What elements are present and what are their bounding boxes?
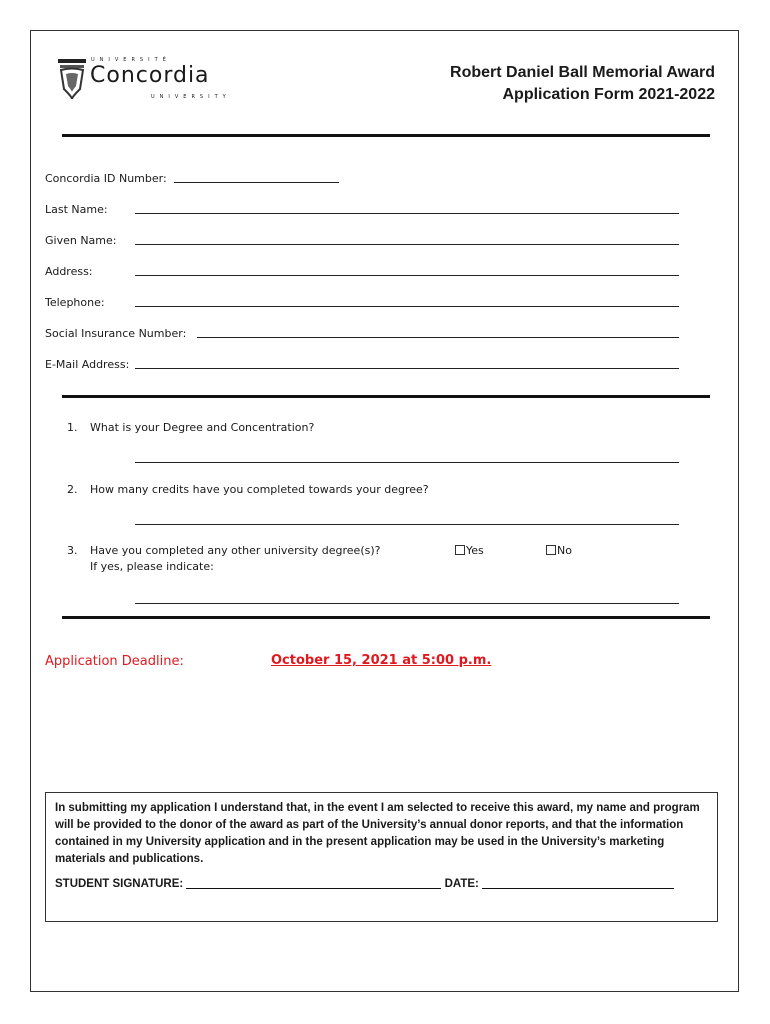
yes-label: Yes — [466, 544, 484, 557]
question-1-number: 1. — [67, 421, 78, 434]
consent-text: In submitting my application I understand that, in the event I am selected to receive this award, my name and program will be provided to the donor of the award as part of the University’s annual donor reports, and that the information contained in my University application and in the present application may be used in the University’s marketing materials and publications. — [55, 802, 700, 865]
question-2 — [67, 483, 429, 496]
question-3-text: Have you completed any other university degree(s)? — [90, 544, 381, 557]
given-name-label: Given Name: — [45, 234, 117, 247]
id-number-field[interactable] — [174, 182, 339, 183]
title-line-1: Robert Daniel Ball Memorial Award — [450, 64, 715, 81]
question-2-text: How many credits have you completed towards your degree? — [90, 483, 429, 496]
consent-box — [45, 792, 718, 922]
date-field[interactable] — [482, 878, 674, 889]
deadline-value: October 15, 2021 at 5:00 p.m. — [271, 653, 492, 668]
question-2-answer-field[interactable] — [135, 524, 679, 525]
question-3 — [67, 544, 380, 557]
no-label: No — [557, 544, 572, 557]
date-label: DATE: — [444, 878, 479, 890]
logo-top-text: UNIVERSITÉ — [91, 57, 171, 63]
last-name-field[interactable] — [135, 213, 679, 214]
question-3-subtext: If yes, please indicate: — [90, 560, 214, 573]
deadline-label: Application Deadline: — [45, 654, 184, 669]
question-2-number: 2. — [67, 483, 78, 496]
last-name-label: Last Name: — [45, 203, 108, 216]
sin-field[interactable] — [197, 337, 679, 338]
yes-checkbox-box[interactable] — [455, 545, 465, 555]
divider-middle — [62, 395, 710, 398]
question-1-answer-field[interactable] — [135, 462, 679, 463]
concordia-logo — [55, 55, 245, 105]
address-label: Address: — [45, 265, 93, 278]
shield-icon — [55, 55, 89, 101]
signature-row — [55, 878, 708, 890]
email-field[interactable] — [135, 368, 679, 369]
no-checkbox-box[interactable] — [546, 545, 556, 555]
sin-label: Social Insurance Number: — [45, 327, 187, 340]
telephone-field[interactable] — [135, 306, 679, 307]
divider-top — [62, 134, 710, 137]
form-title — [450, 62, 715, 106]
signature-field[interactable] — [186, 878, 441, 889]
question-3-answer-field[interactable] — [135, 603, 679, 604]
given-name-field[interactable] — [135, 244, 679, 245]
question-1-text: What is your Degree and Concentration? — [90, 421, 315, 434]
question-1 — [67, 421, 314, 434]
email-label: E-Mail Address: — [45, 358, 130, 371]
signature-label: STUDENT SIGNATURE: — [55, 878, 184, 890]
no-checkbox[interactable] — [546, 544, 572, 557]
yes-checkbox[interactable] — [455, 544, 484, 557]
telephone-label: Telephone: — [45, 296, 105, 309]
id-number-label: Concordia ID Number: — [45, 172, 167, 185]
address-field[interactable] — [135, 275, 679, 276]
title-line-2: Application Form 2021-2022 — [502, 86, 715, 103]
logo-bottom-text: UNIVERSITY — [151, 94, 231, 100]
logo-main-text: Concordia — [90, 63, 210, 88]
question-3-number: 3. — [67, 544, 78, 557]
divider-bottom — [62, 616, 710, 619]
